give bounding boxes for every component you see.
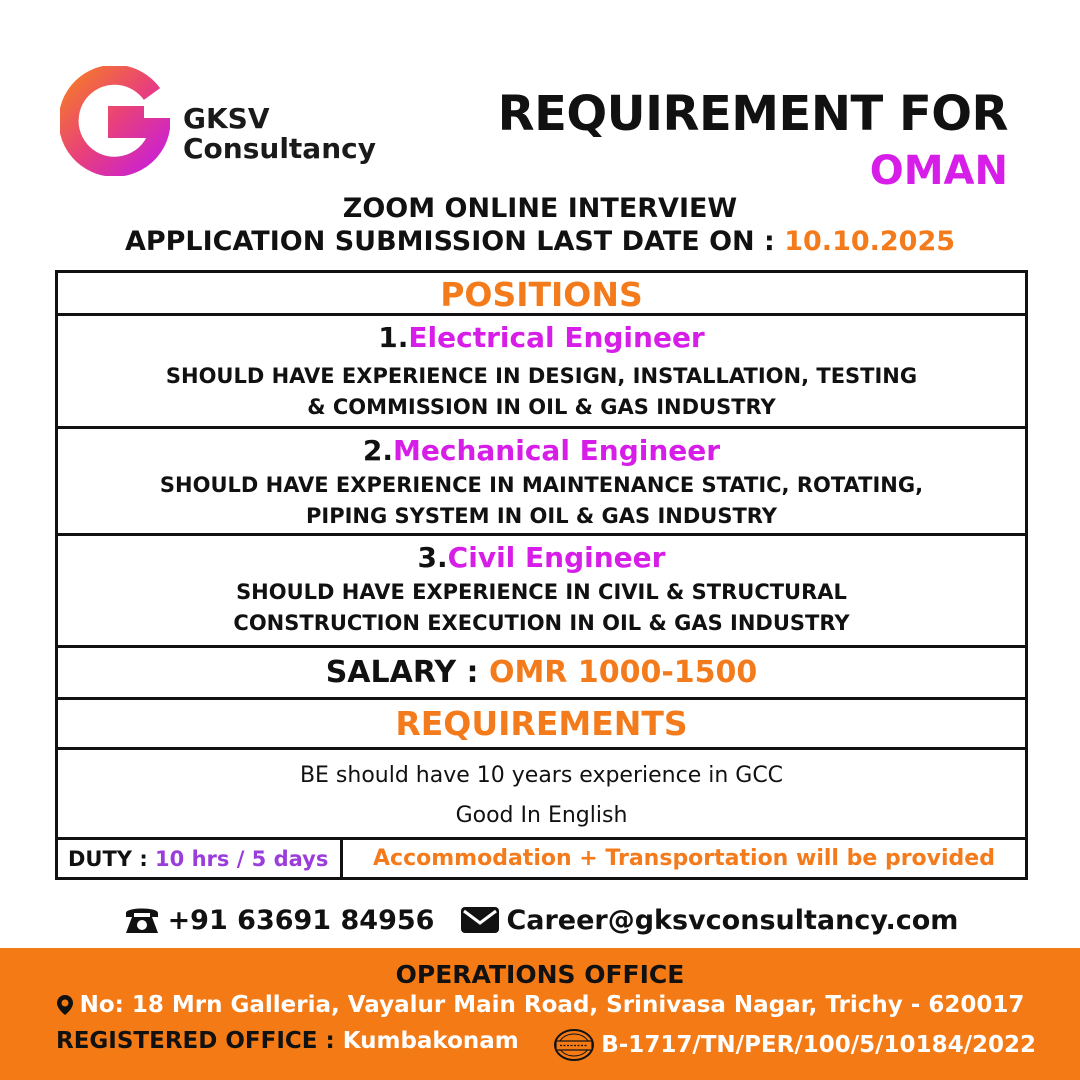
position-desc-line: PIPING SYSTEM IN OIL & GAS INDUSTRY xyxy=(305,504,778,528)
last-date-line xyxy=(0,226,1080,257)
ops-address-line xyxy=(0,992,1080,1018)
last-date-value: 10.10.2025 xyxy=(784,226,956,257)
position-title xyxy=(58,320,1025,356)
brand-line1: GKSV xyxy=(183,102,270,135)
license-line xyxy=(553,1028,1036,1062)
position-desc-line: SHOULD HAVE EXPERIENCE IN MAINTENANCE STATIC, ROTATING, xyxy=(159,473,924,497)
duty-value: 10 hrs / 5 days xyxy=(155,847,329,871)
page-title: REQUIREMENT FOR xyxy=(497,86,1008,142)
license-number: B-1717/TN/PER/100/5/10184/2022 xyxy=(601,1032,1036,1058)
benefits-text: Accommodation + Transportation will be provided xyxy=(373,846,995,871)
registered-office xyxy=(56,1028,519,1054)
position-title xyxy=(58,540,1025,576)
footer xyxy=(0,948,1080,1080)
salary-row xyxy=(55,648,1028,700)
requirements-heading: REQUIREMENTS xyxy=(55,700,1028,750)
requirement-item: Good In English xyxy=(455,803,628,828)
ops-title: OPERATIONS OFFICE xyxy=(395,960,685,989)
interview-mode: ZOOM ONLINE INTERVIEW xyxy=(342,193,738,224)
country-label: OMAN xyxy=(869,148,1008,194)
salary-label: SALARY : xyxy=(325,655,489,690)
position-desc-line: SHOULD HAVE EXPERIENCE IN DESIGN, INSTALLATION, TESTING xyxy=(165,364,918,388)
brand-name xyxy=(183,104,376,164)
position-number: 3. xyxy=(417,541,448,574)
position-name: Civil Engineer xyxy=(447,541,666,574)
position-desc-line: SHOULD HAVE EXPERIENCE IN CIVIL & STRUCTURAL xyxy=(236,580,847,604)
registered-value: Kumbakonam xyxy=(342,1028,519,1054)
requirements-list xyxy=(55,750,1028,840)
ops-address: No: 18 Mrn Galleria, Vayalur Main Road, Srinivasa Nagar, Trichy - 620017 xyxy=(79,992,1025,1018)
phone-number: +91 63691 84956 xyxy=(167,904,435,936)
phone-icon xyxy=(122,903,162,937)
duty-cell xyxy=(58,840,343,877)
salary-value: OMR 1000-1500 xyxy=(488,655,758,690)
gksv-logo-icon xyxy=(60,66,170,176)
duty-row xyxy=(55,840,1028,880)
position-number: 1. xyxy=(378,321,409,354)
position-card xyxy=(55,536,1028,648)
position-desc-line: & COMMISSION IN OIL & GAS INDUSTRY xyxy=(307,395,776,419)
positions-heading: POSITIONS xyxy=(55,270,1028,316)
position-card xyxy=(55,429,1028,536)
requirement-item: BE should have 10 years experience in GCC xyxy=(299,763,784,788)
position-card xyxy=(55,316,1028,429)
mail-icon xyxy=(460,905,500,935)
certified-stamp-icon xyxy=(553,1028,595,1062)
position-desc-line: CONSTRUCTION EXECUTION IN OIL & GAS INDUSTRY xyxy=(233,611,850,635)
email-address: Career@gksvconsultancy.com xyxy=(506,904,959,936)
location-pin-icon xyxy=(56,994,74,1016)
last-date-label: APPLICATION SUBMISSION LAST DATE ON : xyxy=(124,226,785,257)
position-title xyxy=(58,433,1025,469)
position-number: 2. xyxy=(362,434,394,467)
duty-label: DUTY : xyxy=(68,847,156,871)
phone-contact[interactable] xyxy=(122,903,435,937)
position-name: Mechanical Engineer xyxy=(393,434,721,467)
position-name: Electrical Engineer xyxy=(408,321,705,354)
contact-bar xyxy=(0,898,1080,942)
email-contact[interactable] xyxy=(460,905,958,936)
registered-label: REGISTERED OFFICE : xyxy=(56,1028,343,1054)
brand-line2: Consultancy xyxy=(183,132,376,165)
